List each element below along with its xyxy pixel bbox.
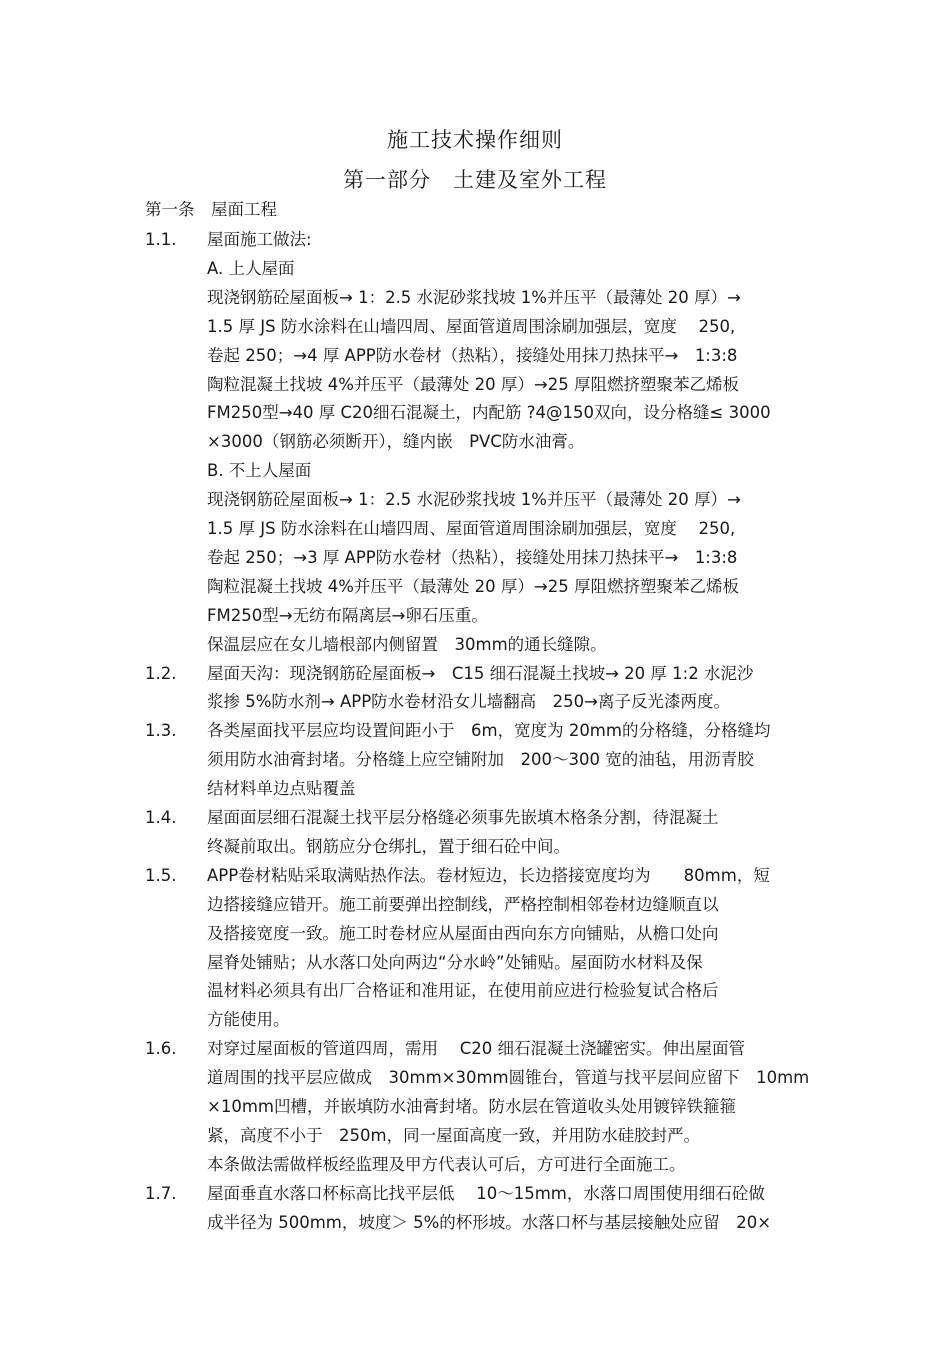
item-number: 1.6. (145, 1039, 177, 1059)
paragraph-line: 卷起 250；→4 厚 APP防水卷材（热粘），接缝处用抹刀热抹平→ 1:3:8 (207, 345, 738, 365)
paragraph-line: 紧，高度不小于 250m，同一屋面高度一致，并用防水硅胶封严。 (207, 1125, 701, 1145)
paragraph-line: 方能使用。 (207, 1010, 290, 1030)
paragraph-line: 保温层应在女儿墙根部内侧留置 30mm的通长缝隙。 (207, 634, 607, 654)
paragraph-line: 屋面垂直水落口杯标高比找平层低 10～15mm，水落口周围使用细石砼做 (207, 1183, 765, 1203)
paragraph-line: 屋面施工做法: (207, 230, 312, 249)
paragraph-line: 浆掺 5%防水剂→ APP防水卷材沿女儿墙翻高 250→离子反光漆两度。 (207, 692, 730, 712)
item-number: 1.1. (145, 230, 177, 249)
item-number: 1.7. (145, 1183, 177, 1203)
paragraph-line: 卷起 250；→3 厚 APP防水卷材（热粘），接缝处用抹刀热抹平→ 1:3:8 (207, 547, 738, 567)
paragraph-line: FM250型→40 厚 C20细石混凝土，内配筋 ?4@150双向，设分格缝≤ 3000 (207, 403, 771, 423)
item-number: 1.4. (145, 808, 177, 827)
item-number: 1.3. (145, 721, 177, 741)
paragraph-line: 陶粒混凝土找坡 4%并压平（最薄处 20 厚）→25 厚阻燃挤塑聚苯乙烯板 (207, 576, 739, 596)
paragraph-line: 现浇钢筋砼屋面板→ 1：2.5 水泥砂浆找坡 1%并压平（最薄处 20 厚）→ (207, 287, 741, 307)
item-number: 1.5. (145, 865, 177, 885)
paragraph-line: ×10mm凹槽，并嵌填防水油膏封堵。防水层在管道收头处用镀锌铁箍箍 (207, 1097, 736, 1116)
paragraph-line: 须用防水油膏封堵。分格缝上应空铺附加 200～300 宽的油毡，用沥青胶 (207, 750, 754, 770)
paragraph-line: 成半径为 500mm，坡度＞ 5%的杯形坡。水落口杯与基层接触处应留 20× (207, 1212, 772, 1232)
paragraph-line: 本条做法需做样板经监理及甲方代表认可后，方可进行全面施工。 (207, 1154, 686, 1174)
paragraph-line: 屋面天沟：现浇钢筋砼屋面板→ C15 细石混凝土找坡→ 20 厚 1:2 水泥沙 (207, 663, 754, 683)
paragraph-line: 各类屋面找平层应均设置间距小于 6m，宽度为 20mm的分格缝，分格缝均 (207, 721, 771, 741)
article-heading: 第一条 屋面工程 (145, 200, 277, 219)
paragraph-line: 终凝前取出。钢筋应分仓绑扎，置于细石砼中间。 (207, 836, 570, 856)
paragraph-line: ×3000（钢筋必须断开），缝内嵌 PVC防水油膏。 (207, 432, 585, 452)
paragraph-line: 边搭接缝应错开。施工前要弹出控制线，严格控制相邻卷材边缝顺直以 (207, 894, 719, 914)
paragraph-line: 1.5 厚 JS 防水涂料在山墙四周、屋面管道周围涂刷加强层，宽度 250, (207, 316, 736, 336)
paragraph-line: 及搭接宽度一致。施工时卷材应从屋面由西向东方向铺贴，从檐口处向 (207, 923, 719, 943)
paragraph-line: A. 上人屋面 (207, 258, 295, 278)
paragraph-line: 1.5 厚 JS 防水涂料在山墙四周、屋面管道周围涂刷加强层，宽度 250, (207, 519, 736, 538)
part-title: 第一部分 土建及室外工程 (343, 168, 607, 192)
paragraph-line: 道周围的找平层应做成 30mm×30mm圆锥台，管道与找平层间应留下 10mm (207, 1068, 810, 1088)
paragraph-line: B. 不上人屋面 (207, 461, 312, 481)
item-number: 1.2. (145, 663, 177, 683)
paragraph-line: 结材料单边点贴覆盖 (207, 779, 356, 799)
paragraph-line: 对穿过屋面板的管道四周，需用 C20 细石混凝土浇罐密实。伸出屋面管 (207, 1039, 746, 1059)
paragraph-line: 屋脊处铺贴；从水落口处向两边“分水岭”处铺贴。屋面防水材料及保 (207, 952, 703, 972)
document-title: 施工技术操作细则 (387, 128, 563, 152)
paragraph-line: APP卷材粘贴采取满贴热作法。卷材短边，长边搭接宽度均为 80mm，短 (207, 865, 770, 885)
paragraph-line: 温材料必须具有出厂合格证和准用证，在使用前应进行检验复试合格后 (207, 981, 719, 1001)
paragraph-line: 现浇钢筋砼屋面板→ 1：2.5 水泥砂浆找坡 1%并压平（最薄处 20 厚）→ (207, 490, 741, 510)
paragraph-line: 屋面面层细石混凝土找平层分格缝必须事先嵌填木格条分割，待混凝土 (207, 808, 719, 827)
paragraph-line: FM250型→无纺布隔离层→卵石压重。 (207, 605, 488, 625)
paragraph-line: 陶粒混凝土找坡 4%并压平（最薄处 20 厚）→25 厚阻燃挤塑聚苯乙烯板 (207, 374, 739, 394)
